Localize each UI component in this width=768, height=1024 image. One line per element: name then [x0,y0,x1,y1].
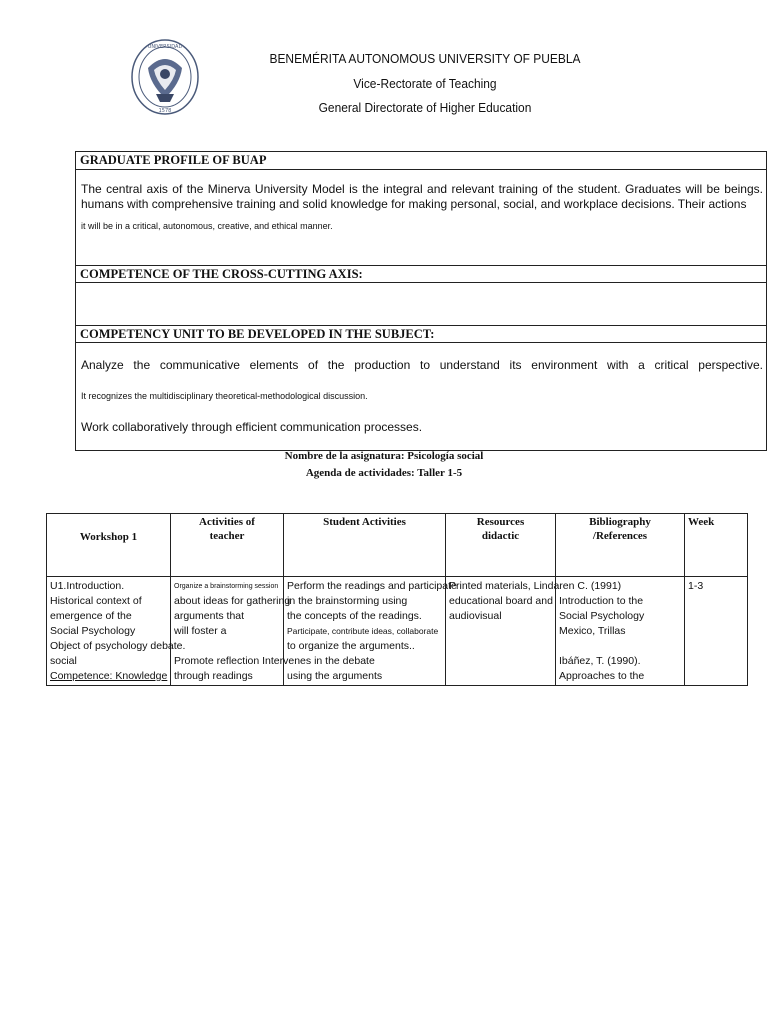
directorate: General Directorate of Higher Education [318,100,532,115]
header-teacher-activities: Activities of teacher [171,514,284,577]
cell-student-activities: Perform the readings and participate in the brainstorming using the concepts of the readings. Participate, contribute ideas, collaborate to organize the arguments.. using the arguments [284,577,446,686]
header-workshop: Workshop 1 [47,514,171,577]
graduate-profile-text-small: it will be in a critical, autonomous, creative, and ethical manner. [81,221,333,231]
agenda-title: Agenda de actividades: Taller 1-5 [305,467,463,479]
cell-resources: Printed materials, Lindaren C. (1991) educational board and audiovisual [446,577,556,686]
graduate-profile-text: The central axis of the Minerva University Model is the integral and relevant training of the student. Graduates will be beings. humans with comprehensive training and solid knowledge for making personal, social, and workplace decisions. Their actions [81,182,763,211]
profile-box [75,151,767,451]
cell-bibliography: Introduction to the Social Psychology Mexico, Trillas Ibáñez, T. (1990). Approaches to the [556,577,685,686]
svg-text:1578: 1578 [158,108,172,114]
header-week: Week [685,514,748,577]
graduate-profile-title: GRADUATE PROFILE OF BUAP [76,152,766,170]
vice-rectorate: Vice-Rectorate of Teaching [353,76,497,91]
subject-name: Nombre de la asignatura: Psicología social [284,450,484,462]
header-student-activities: Student Activities [284,514,446,577]
table-header-row [47,514,748,577]
svg-text:UNIVERSIDAD: UNIVERSIDAD [147,44,183,50]
buap-seal-logo [130,38,200,116]
competency-unit-title: COMPETENCY UNIT TO BE DEVELOPED IN THE SUBJECT: [76,325,766,343]
table-row [47,577,748,686]
university-name: BENEMÉRITA AUTONOMOUS UNIVERSITY OF PUEBLA [269,51,581,66]
cross-cutting-title: COMPETENCE OF THE CROSS-CUTTING AXIS: [76,265,766,283]
competency-line-1: Analyze the communicative elements of the production to understand its environment with a critical perspective. [81,358,763,372]
cell-week: 1-3 [685,577,748,686]
competency-line-2: It recognizes the multidisciplinary theoretical-methodological discussion. [81,391,368,401]
header-resources: Resources didactic [446,514,556,577]
competency-line-3: Work collaboratively through efficient communication processes. [81,420,423,434]
header-bibliography: Bibliography /References [556,514,685,577]
cell-workshop: U1.Introduction. Historical context of emergence of the Social Psychology Object of psychology debate. social Competence: Knowledge [47,577,171,686]
agenda-table [46,513,748,686]
cell-teacher-activities: Organize a brainstorming session about ideas for gathering arguments that will foster a Promote reflection Intervenes in the debate through readings [171,577,284,686]
